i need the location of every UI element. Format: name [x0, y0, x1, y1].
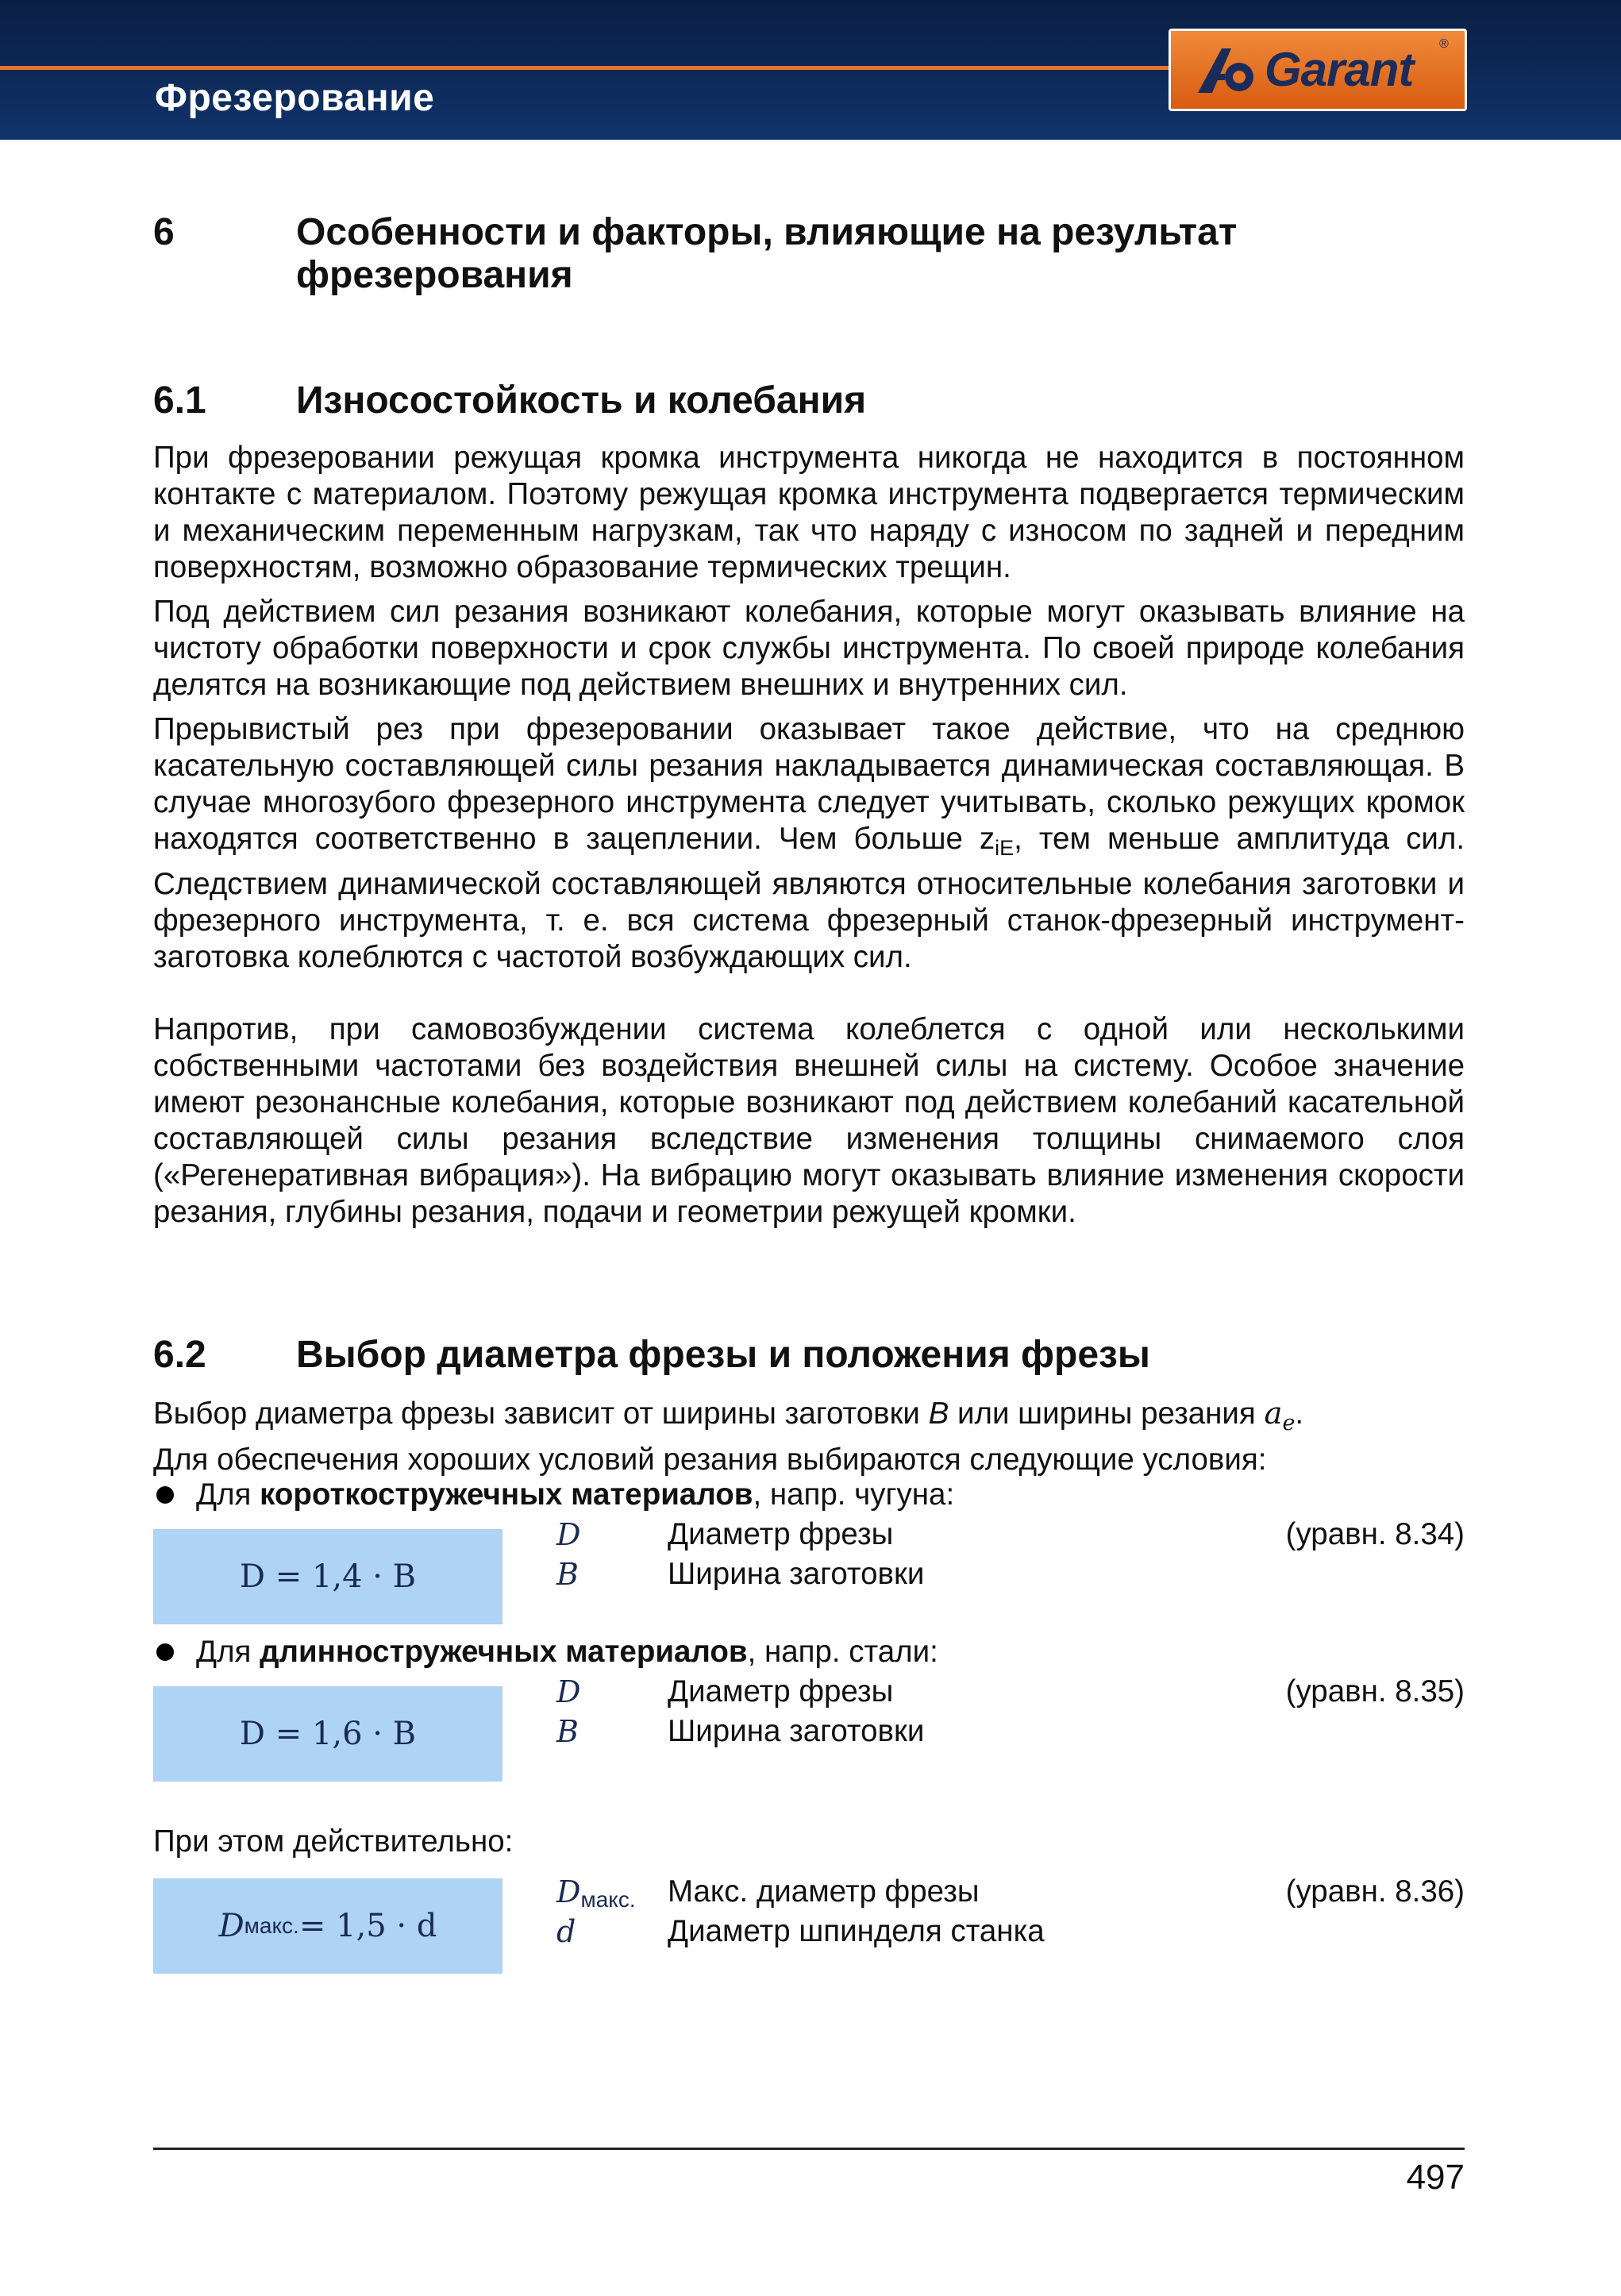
symbol-Dmax: Dмакс.: [556, 1874, 636, 1912]
bullet-text: Для короткостружечных материалов, напр. чугуна:: [196, 1477, 955, 1512]
section-number: 6.1: [153, 379, 206, 422]
paragraph-2: Под действием сил резания возникают колебания, которые могут оказывать влияние на чистоту обработки поверхности и срок службы инструмента. По своей природе колебания делятся на возникающие под действием внешних и внутренних сил.: [153, 595, 1465, 702]
section-number: 6: [153, 211, 175, 253]
header-title: Фрезерование: [155, 77, 435, 119]
valid-text: При этом действительно:: [153, 1824, 514, 1859]
page-header: [0, 0, 1621, 140]
symbol-d: d: [556, 1914, 576, 1949]
intro-text-line-2: Для обеспечения хороших условий резания выбираются следующие условия:: [153, 1443, 1267, 1477]
garant-logo: [1169, 29, 1467, 111]
formula-8-34: D = 1,4 · B: [153, 1529, 502, 1624]
z-ie-subscript: iE: [995, 836, 1015, 860]
symbol-B: B: [556, 1714, 579, 1749]
header-accent-rule: [0, 66, 1173, 70]
desc-max-diameter: Макс. диаметр фрезы: [668, 1874, 980, 1909]
formula-8-35: D = 1,6 · B: [153, 1686, 502, 1782]
bullet-dot: [156, 1643, 174, 1661]
desc-diameter: Диаметр фрезы: [668, 1517, 894, 1551]
equation-ref-8-36: (уравн. 8.36): [1285, 1874, 1465, 1909]
paragraph-4: Напротив, при самовозбуждении система колеблется с одной или несколькими собственными частотами без воздействия внешней силы на систему. Особое значение имеют резонансные колебания, которые возникают под действием колебаний касательной составляющей силы резания вследствие изменения толщины снимаемого слоя («Регенеративная вибрация»). На вибрацию могут оказывать влияние изменения скорости резания, глубины резания, подачи и геометрии режущей кромки.: [153, 1012, 1465, 1229]
section-title: Особенности и факторы, влияющие на результат фрезерования: [296, 211, 1238, 296]
section-title: Износостойкость и колебания: [296, 379, 867, 422]
symbol-D: D: [556, 1517, 581, 1552]
garant-logo-text: Garant: [1265, 43, 1414, 96]
desc-width: Ширина заготовки: [668, 1714, 925, 1748]
intro-text: Выбор диаметра фрезы зависит от ширины заготовки: [153, 1396, 929, 1431]
paragraph-3: [153, 711, 1465, 976]
garant-logo-icon: [1195, 45, 1261, 96]
symbol-B: B: [556, 1557, 579, 1592]
section-number: 6.2: [153, 1334, 206, 1376]
intro-text: .: [1295, 1396, 1304, 1431]
symbol-a: a: [1264, 1396, 1283, 1431]
bullet-dot: [156, 1486, 174, 1504]
equation-ref-8-35: (уравн. 8.35): [1285, 1674, 1465, 1709]
formula-D: D: [218, 1908, 244, 1944]
symbol-e-subscript: e: [1282, 1411, 1296, 1435]
desc-spindle-diameter: Диаметр шпинделя станка: [668, 1914, 1045, 1948]
footer-rule: [153, 2148, 1465, 2150]
paragraph-3-part-a: Прерывистый рез при фрезеровании оказывает такое действие, что на среднюю касательную составляющей силы резания накладывается динамическая составляющая. В случае многозубого фрезерного инструмента следует учитывать, сколько режущих кромок находятся соответственно в зацеплении. Чем больше z: [153, 712, 1465, 856]
equation-ref-8-34: (уравн. 8.34): [1285, 1517, 1465, 1551]
formula-sub: макс.: [244, 1913, 299, 1938]
registered-mark: ®: [1439, 37, 1449, 51]
formula-8-36: [153, 1878, 502, 1974]
paragraph-1: При фрезеровании режущая кромка инструмента никогда не находится в постоянном контакте с материалом. Поэтому режущая кромка инструмента подвергается термическим и механическим переменным нагрузкам, так что наряду с износом по задней и передним поверхностям, возможно образование термических трещин.: [153, 441, 1465, 584]
bullet-text: Для длинностружечных материалов, напр. стали:: [196, 1635, 938, 1669]
section-6-heading: [153, 211, 1465, 299]
formula-rest: = 1,5 · d: [298, 1908, 437, 1944]
symbol-D: D: [556, 1674, 581, 1709]
intro-paragraph: [153, 1396, 1465, 1478]
symbol-B: B: [928, 1396, 949, 1431]
desc-diameter: Диаметр фрезы: [668, 1674, 894, 1709]
paragraph-3-part-b: , тем меньше амплитуда сил. Следствием динамической составляющей являются относительные колебания заготовки и фрезерного инструмента, т. е. вся система фрезерный станок-фрезерный инструмент-заготовка колеблются с частотой возбуждающих сил.: [153, 822, 1465, 974]
desc-width: Ширина заготовки: [668, 1557, 925, 1591]
intro-text: или ширины резания: [949, 1396, 1265, 1431]
section-title: Выбор диаметра фрезы и положения фрезы: [296, 1334, 1150, 1376]
page-number: 497: [1406, 2158, 1465, 2197]
